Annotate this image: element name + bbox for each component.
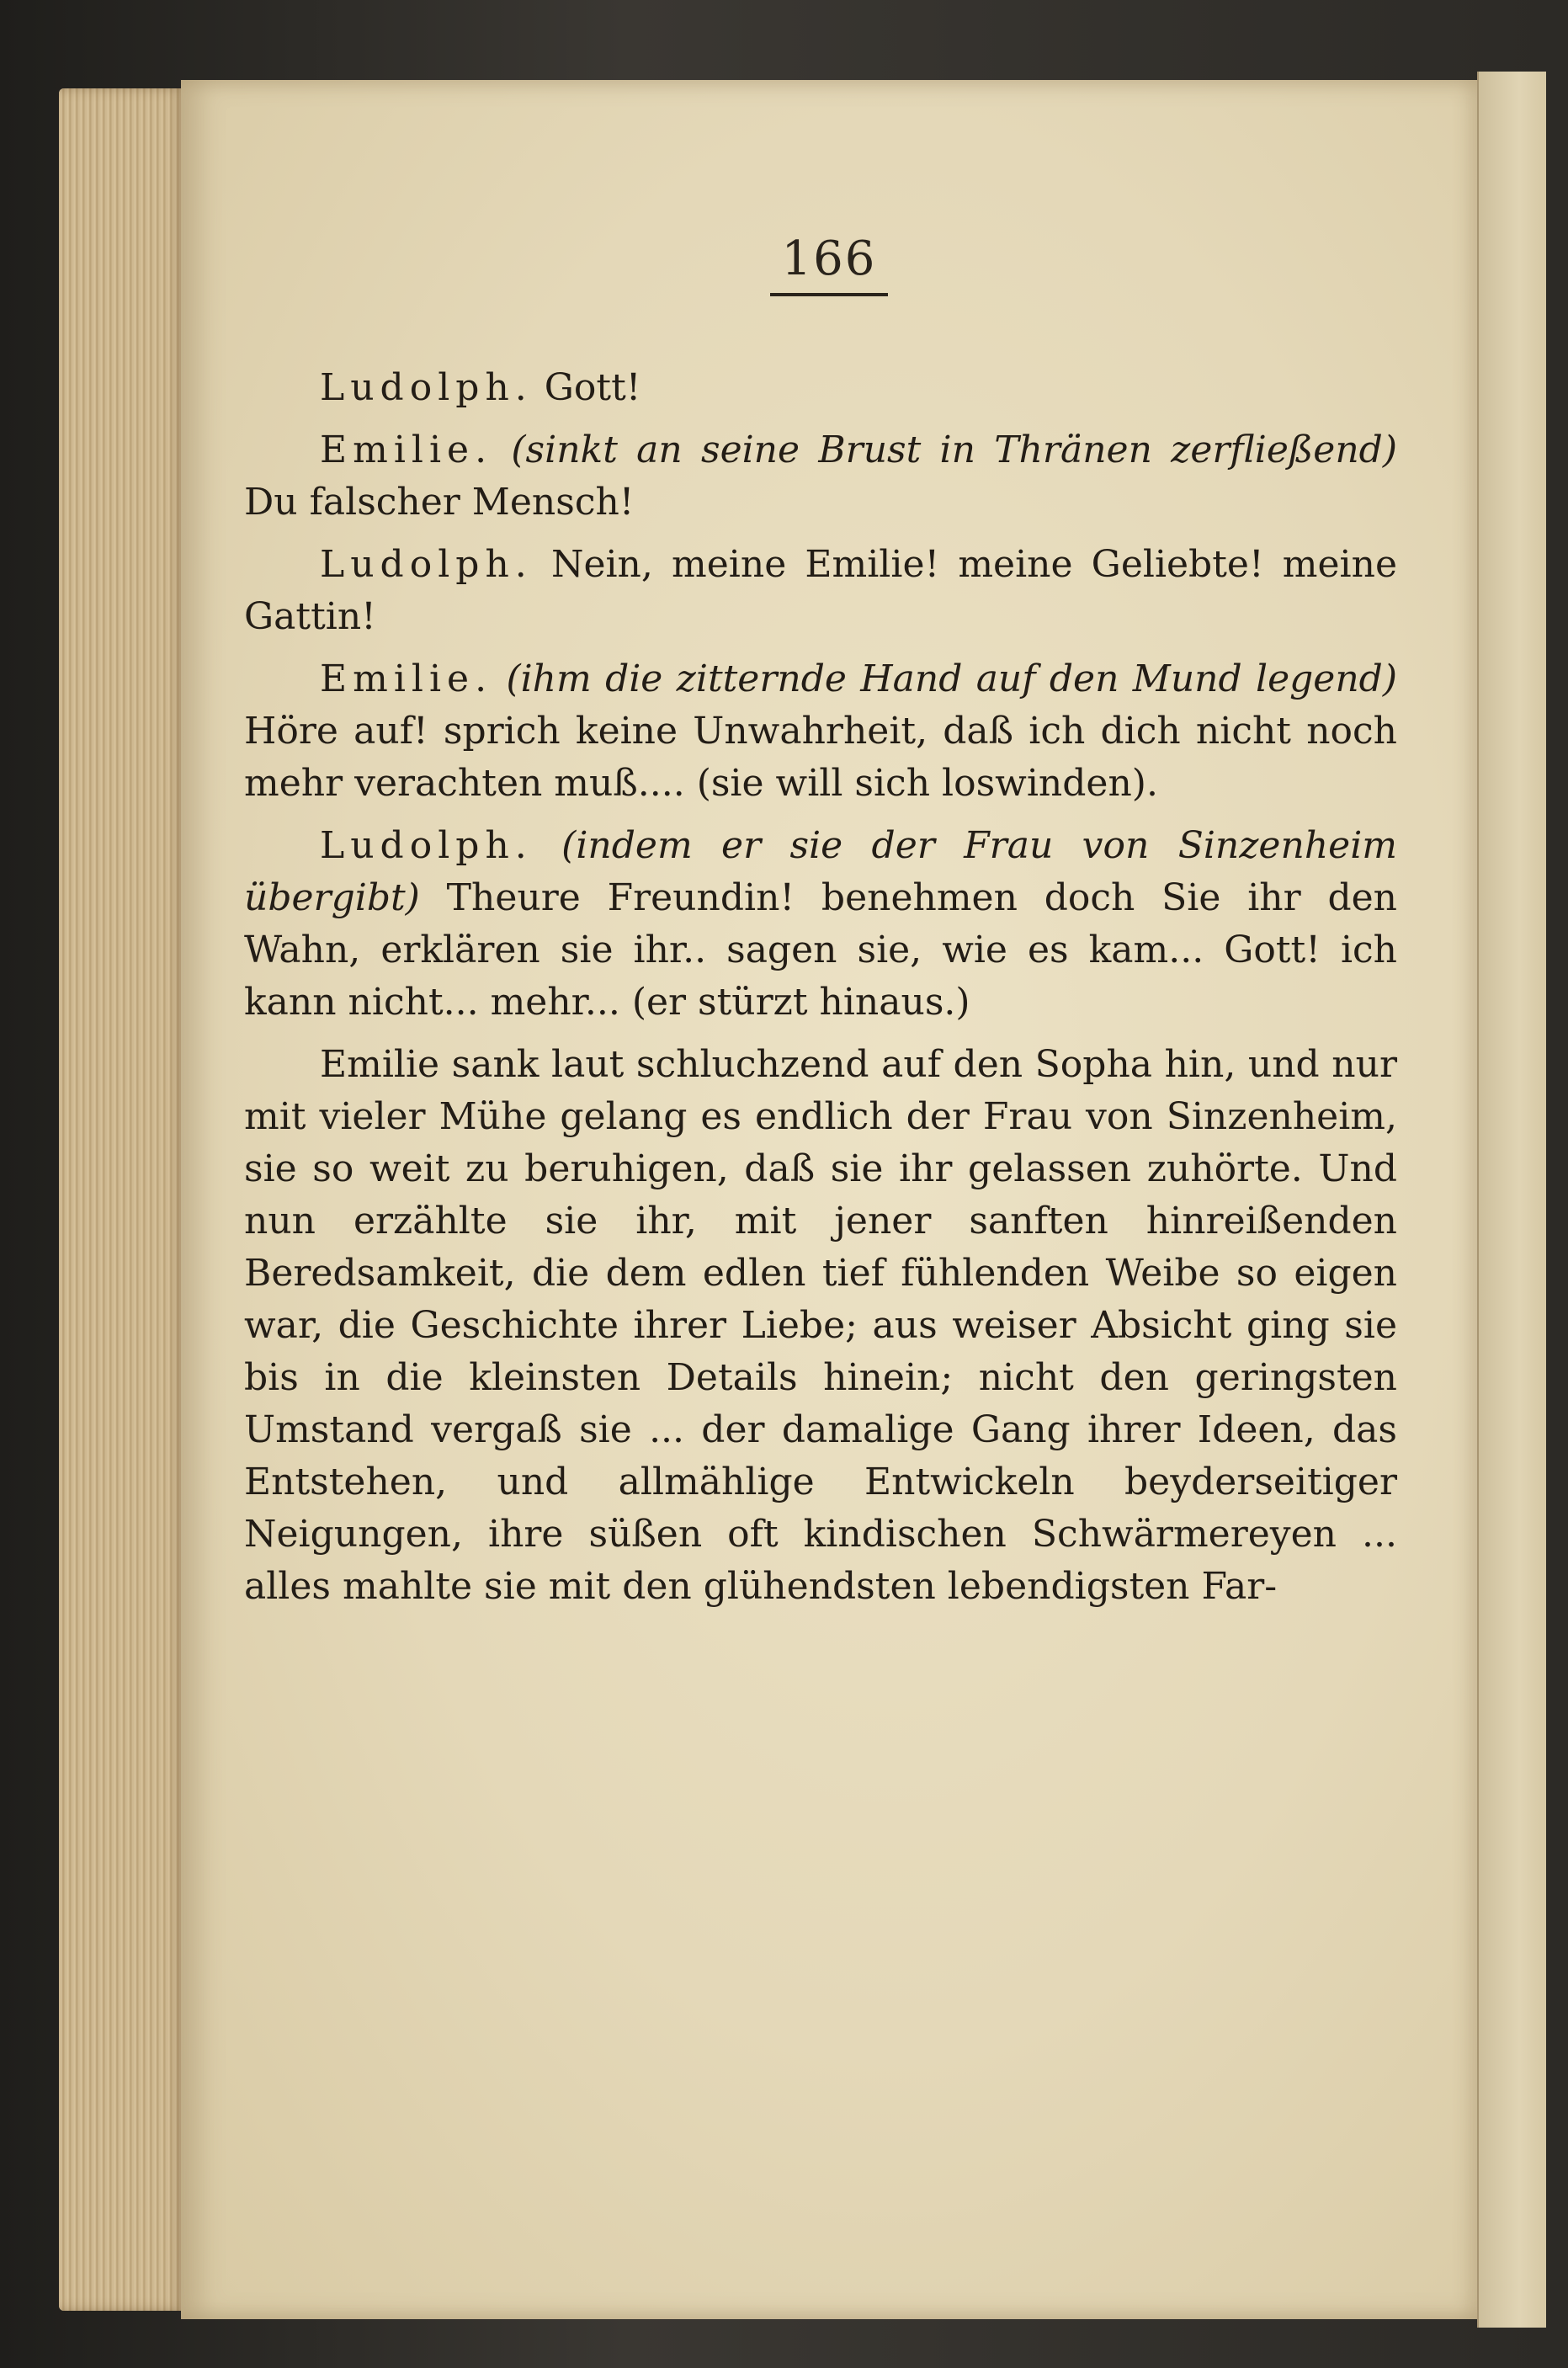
page-number: 166 — [181, 231, 1477, 296]
speaker-name: Emilie. — [320, 657, 493, 700]
speaker-name: Ludolph. — [320, 543, 533, 586]
dialogue-text: Theure Freundin! benehmen doch Sie ihr den Wahn, erklären sie ihr.. sagen sie, wie es kam... Gott! ich kann nicht... mehr... (er stürzt hinaus.) — [244, 876, 1397, 1024]
dialogue-text: Gott! — [544, 366, 641, 409]
page-text — [244, 362, 1397, 1613]
stage-direction: (sinkt an seine Brust in Thränen zerfließend) — [511, 428, 1397, 471]
paragraph-4 — [244, 653, 1397, 810]
narrative-text: Emilie sank laut schluchzend auf den Sopha hin, und nur mit vieler Mühe gelang es endlich der Frau von Sinzenheim, sie so weit zu beruhigen, daß sie ihr gelassen zuhörte. Und nun erzählte sie ihr, mit jener sanften hinreißenden Beredsamkeit, die dem edlen tief fühlenden Weibe so eigen war, die Geschichte ihrer Liebe; aus weiser Absicht ging sie bis in die kleinsten Details hinein; nicht den geringsten Umstand vergaß sie ... der damalige Gang ihrer Ideen, das Entstehen, und allmählige Entwickeln beyderseitiger Neigungen, ihre süßen oft kindischen Schwärmereyen ... alles mahlte sie mit den glühendsten lebendigsten Far- — [244, 1043, 1397, 1608]
speaker-name: Ludolph. — [320, 824, 533, 867]
paragraph-2 — [244, 424, 1397, 529]
paragraph-6 — [244, 1039, 1397, 1613]
page-edges — [59, 88, 185, 2311]
dialogue-text: Du falscher Mensch! — [244, 481, 635, 524]
speaker-name: Emilie. — [320, 428, 493, 471]
speaker-name: Ludolph. — [320, 366, 533, 409]
paragraph-3 — [244, 539, 1397, 643]
facing-page-edge — [1477, 72, 1546, 2328]
dialogue-text: Höre auf! sprich keine Unwahrheit, daß ich dich nicht noch mehr verachten muß.... (sie will sich loswinden). — [244, 710, 1397, 805]
paragraph-5 — [244, 820, 1397, 1029]
stage-direction: (indem er sie der Frau von Sinzenheim übergibt) — [244, 824, 1397, 919]
stage-direction: (ihm die zitternde Hand auf den Mund legend) — [506, 657, 1397, 700]
dialogue-text: Nein, meine Emilie! meine Geliebte! meine Gattin! — [244, 543, 1397, 638]
paragraph-1 — [244, 362, 1397, 414]
